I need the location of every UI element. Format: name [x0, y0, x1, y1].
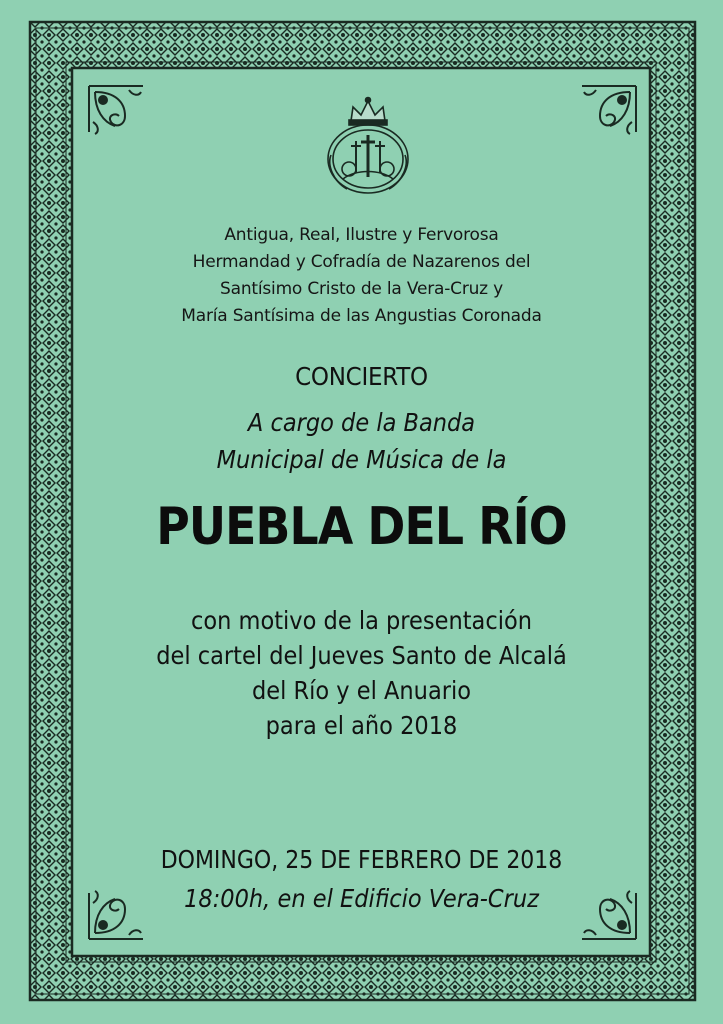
corner-flourish-icon — [85, 82, 147, 137]
organization-name — [90, 222, 633, 330]
band-line: Municipal de Música de la — [216, 445, 507, 474]
event-date: DOMINGO, 25 DE FEBRERO DE 2018 — [160, 845, 563, 874]
band-intro — [117, 404, 606, 478]
purpose-line: con motivo de la presentación — [191, 606, 532, 635]
crowned-crest-icon — [321, 95, 415, 197]
band-line: A cargo de la Banda — [247, 408, 476, 437]
organization-line: Antigua, Real, Ilustre y Fervorosa — [224, 225, 499, 245]
event-type: CONCIERTO — [295, 362, 428, 391]
event-time-place: 18:00h, en el Edificio Vera-Cruz — [184, 884, 539, 913]
event-purpose — [117, 603, 606, 743]
organization-line: Hermandad y Cofradía de Nazarenos del — [192, 252, 531, 272]
organization-line: María Santísima de las Angustias Coronada — [181, 306, 542, 326]
purpose-line: del cartel del Jueves Santo de Alcalá — [156, 641, 567, 670]
organization-line: Santísimo Cristo de la Vera-Cruz y — [220, 279, 503, 299]
band-town-headline: PUEBLA DEL RÍO — [156, 497, 567, 557]
purpose-line: del Río y el Anuario — [251, 676, 472, 705]
corner-flourish-icon — [578, 82, 640, 137]
purpose-line: para el año 2018 — [265, 711, 458, 740]
